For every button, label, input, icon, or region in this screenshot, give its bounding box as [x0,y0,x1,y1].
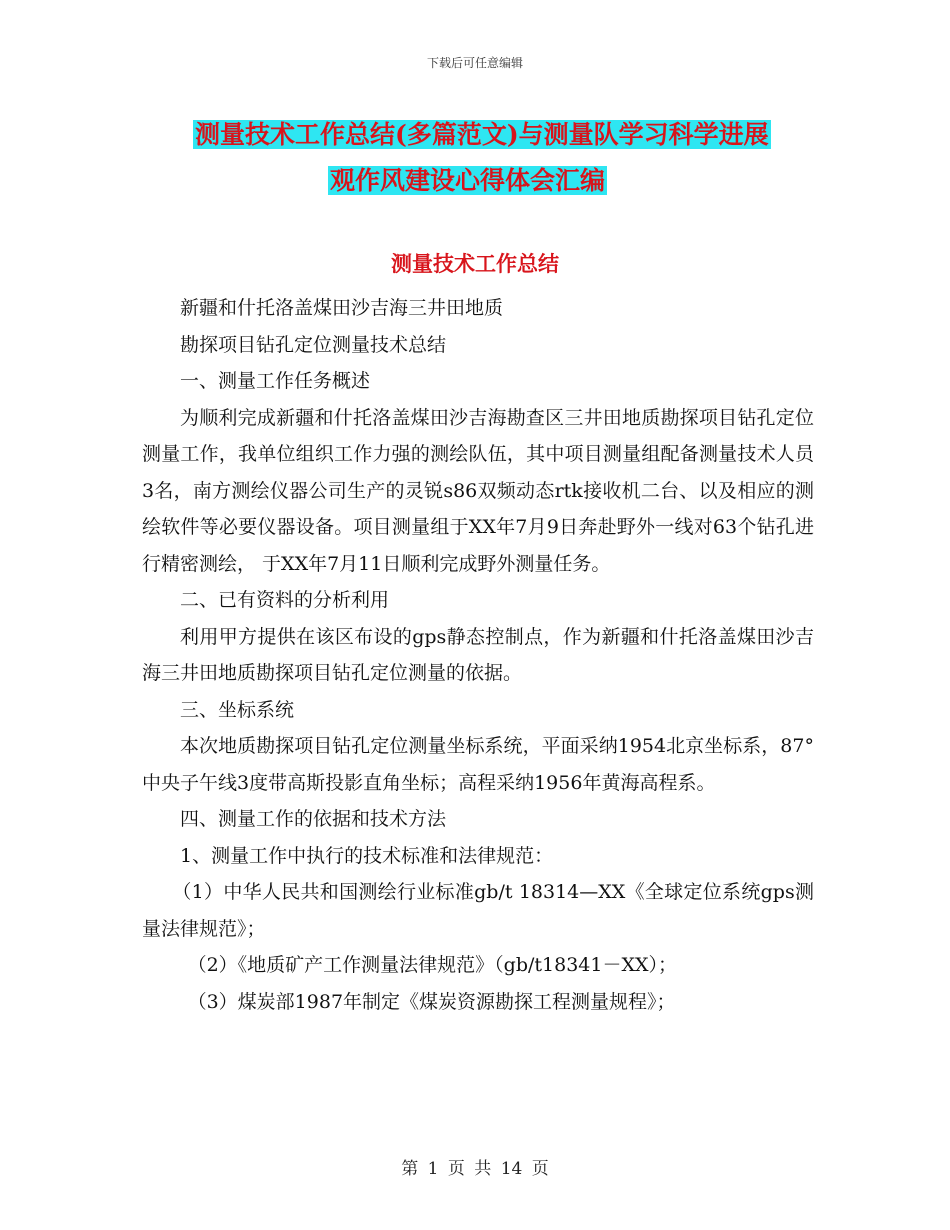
page-footer: 第 1 页 共 14 页 [401,1159,549,1179]
heading-2: 二、已有资料的分析利用 [180,589,390,611]
document-title [0,112,950,204]
section-title: 测量技术工作总结 [391,251,559,276]
list-item: （1）中华人民共和国测绘行业标准gb/t 18314—XX《全球定位系统gps测量法律规范》； [142,881,814,940]
title-line-2: 观作风建设心得体会汇编 [330,166,606,195]
heading-1: 一、测量工作任务概述 [180,370,371,392]
header-note: 下载后可任意编辑 [426,56,523,70]
list-item: （2）《地质矿产工作测量法律规范》（gb/t18341－XX）； [187,954,678,976]
paragraph: 为顺利完成新疆和什托洛盖煤田沙吉海勘查区三井田地质勘探项目钻孔定位测量工作，我单位组织工作力强的测绘队伍，其中项目测量组配备测量技术人员3名，南方测绘仪器公司生产的灵锐s86双频动态rtk接收机二台、以及相应的测绘软件等必要仪器设备。项目测量组于XX年7月9日奔赴野外一线对63个钻孔进行精密测绘， 于XX年7月11日顺利完成野外测量任务。 [142,406,814,575]
paragraph: 勘探项目钻孔定位测量技术总结 [180,333,447,356]
list-item: （3）煤炭部1987年制定《煤炭资源勘探工程测量规程》； [187,990,676,1013]
heading-3: 三、坐标系统 [180,698,295,721]
paragraph: 本次地质勘探项目钻孔定位测量坐标系统，平面采纳1954北京坐标系，87° 中央子午线3度带高斯投影直角坐标；高程采纳1956年黄海高程系。 [142,735,814,794]
title-line-1: 测量技术工作总结(多篇范文)与测量队学习科学进展 [195,120,769,149]
body-text [142,290,814,1020]
paragraph: 利用甲方提供在该区布设的gps静态控制点，作为新疆和什托洛盖煤田沙吉海三井田地质勘探项目钻孔定位测量的依据。 [142,625,814,684]
paragraph: 1、测量工作中执行的技术标准和法律规范： [180,844,554,867]
paragraph: 新疆和什托洛盖煤田沙吉海三井田地质 [180,297,504,319]
heading-4: 四、测量工作的依据和技术方法 [180,808,447,830]
